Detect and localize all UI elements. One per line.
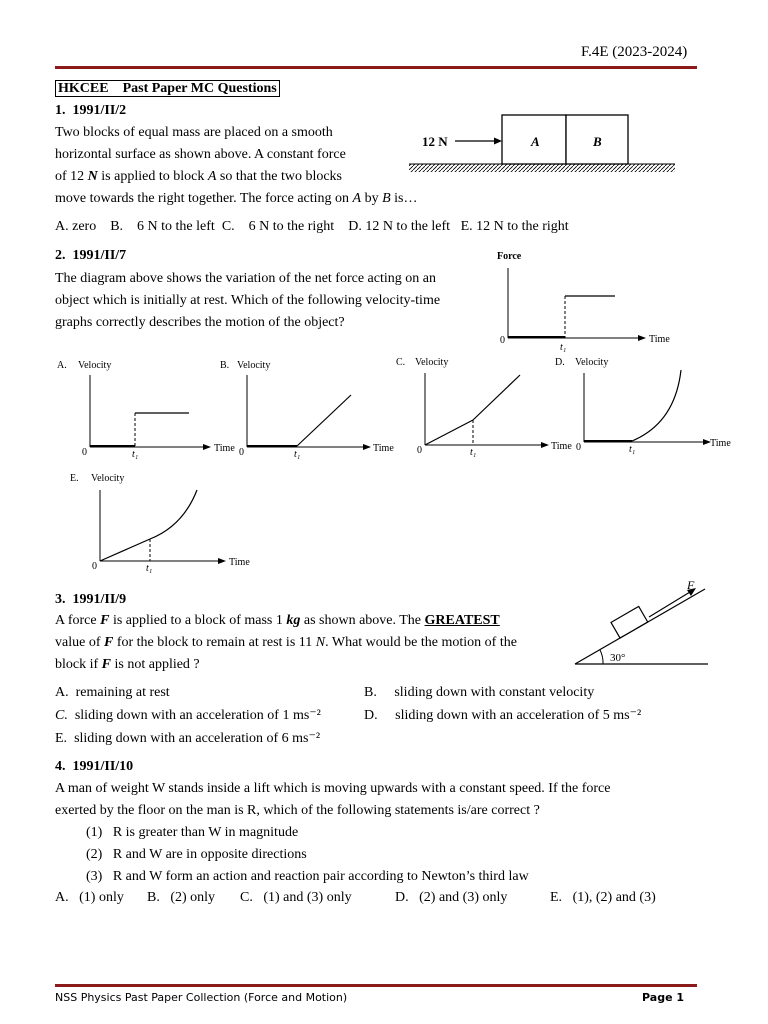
q4-option-e: E. (1), (2) and (3)	[550, 890, 656, 905]
svg-text:t₁: t₁	[560, 342, 567, 352]
q1-header: 1. 1991/II/2	[55, 103, 127, 118]
q4-statement-2: (2) R and W are in opposite directions	[86, 847, 307, 862]
svg-text:t₁: t₁	[132, 449, 139, 460]
svg-text:Time: Time	[710, 438, 731, 449]
svg-text:Velocity: Velocity	[91, 473, 125, 484]
svg-text:D.: D.	[555, 357, 565, 368]
angle-label: 30°	[610, 652, 626, 664]
svg-text:E.: E.	[70, 473, 79, 484]
graph-e	[65, 468, 265, 573]
svg-text:B.: B.	[220, 360, 230, 371]
q2-line-3: graphs correctly describes the motion of the object?	[55, 315, 345, 330]
q3-option-b: B. sliding down with constant velocity	[364, 685, 595, 700]
q2-force-graph	[490, 246, 690, 352]
q3-incline-figure	[570, 575, 715, 670]
q1-line-1: Two blocks of equal mass are placed on a smooth	[55, 125, 333, 140]
svg-text:t₁: t₁	[294, 449, 301, 460]
q1-option-d: D. 12 N to the left	[348, 219, 451, 234]
footer-title: NSS Physics Past Paper Collection (Force and Motion)	[55, 991, 348, 1004]
graph-a	[55, 355, 240, 460]
q2-line-1: The diagram above shows the variation of the net force acting on an	[55, 271, 436, 286]
svg-text:Force: Force	[497, 251, 522, 262]
page-title: HKCEE Past Paper MC Questions	[55, 78, 280, 100]
q1-line-2: horizontal surface as shown above. A constant force	[55, 147, 346, 162]
svg-text:Velocity: Velocity	[78, 360, 112, 371]
q1-options: A. zero B. 6 N to the left C. 6 N to the right D. 12 N to the left E. 12 N to the right	[55, 219, 569, 234]
q2-line-2: object which is initially at rest. Which of the following velocity-time	[55, 293, 441, 308]
svg-text:0: 0	[239, 447, 244, 458]
block-a-label: A	[531, 134, 540, 149]
footer-rule	[55, 984, 697, 987]
q4-option-a: A. (1) only	[55, 890, 124, 905]
svg-text:0: 0	[576, 442, 581, 453]
page-number: Page 1	[642, 991, 685, 1004]
svg-text:t₁: t₁	[470, 447, 477, 458]
svg-text:Time: Time	[649, 334, 670, 345]
q1-option-e: E. 12 N to the right	[460, 219, 569, 234]
force-f-label: F	[687, 578, 695, 592]
q4-header: 4. 1991/II/10	[55, 759, 134, 774]
graph-d	[555, 353, 745, 458]
q4-line-2: exerted by the floor on the man is R, which of the following statements is/are correct ?	[55, 803, 540, 818]
svg-text:0: 0	[500, 335, 505, 346]
svg-text:A.: A.	[57, 360, 67, 371]
q3-option-d: D. sliding down with an acceleration of 5 ms⁻²	[364, 708, 642, 723]
incline-block	[611, 606, 648, 638]
svg-text:Time: Time	[373, 443, 394, 454]
q3-option-a: A. remaining at rest	[55, 685, 170, 700]
header-rule	[55, 66, 697, 69]
svg-text:Time: Time	[551, 441, 572, 452]
q4-option-c: C. (1) and (3) only	[240, 890, 352, 905]
q3-header: 3. 1991/II/9	[55, 592, 127, 607]
svg-text:Velocity: Velocity	[415, 357, 449, 368]
q1-option-c: C.	[221, 219, 235, 234]
q4-statement-1: (1) R is greater than W in magnitude	[86, 825, 299, 840]
q3-option-c: C. sliding down with an acceleration of 1 ms⁻²	[55, 708, 321, 723]
svg-text:Time: Time	[214, 443, 235, 454]
q3-line-2: value of F for the block to remain at rest is 11 N. What would be the motion of the	[55, 635, 517, 650]
svg-text:Velocity: Velocity	[575, 357, 609, 368]
svg-text:0: 0	[92, 561, 97, 572]
q3-option-e: E. sliding down with an acceleration of 6 ms⁻²	[55, 731, 321, 746]
svg-text:C.: C.	[396, 357, 406, 368]
q4-statement-3: (3) R and W form an action and reaction pair according to Newton’s third law	[86, 869, 529, 884]
q4-option-d: D. (2) and (3) only	[395, 890, 508, 905]
q2-header: 2. 1991/II/7	[55, 248, 127, 263]
q3-line-3: block if F is not applied ?	[55, 657, 200, 672]
q1-option-b: B.	[110, 219, 124, 234]
q3-line-1: A force F is applied to a block of mass 1 kg as shown above. The GREATEST	[55, 613, 500, 628]
q1-line-4: move towards the right together. The force acting on A by B is…	[55, 191, 418, 206]
force-label: 12 N	[422, 134, 448, 149]
graph-b	[215, 355, 400, 460]
greatest-emphasis: GREATEST	[424, 613, 500, 628]
q1-option-a: A. zero	[55, 219, 97, 234]
svg-text:t₁: t₁	[629, 444, 636, 455]
svg-text:Velocity: Velocity	[237, 360, 271, 371]
course-header: F.4E (2023-2024)	[581, 44, 688, 60]
svg-text:0: 0	[417, 445, 422, 456]
ground-hatch	[409, 164, 675, 172]
q4-option-b: B. (2) only	[147, 890, 216, 905]
svg-text:t₁: t₁	[146, 563, 153, 573]
q1-line-3: of 12 N is applied to block A so that the two blocks	[55, 169, 343, 184]
svg-text:0: 0	[82, 447, 87, 458]
block-b-label: B	[593, 134, 602, 149]
q4-line-1: A man of weight W stands inside a lift which is moving upwards with a constant speed. If the force	[55, 781, 611, 796]
q1-blocks-figure	[405, 110, 680, 182]
svg-text:Time: Time	[229, 557, 250, 568]
